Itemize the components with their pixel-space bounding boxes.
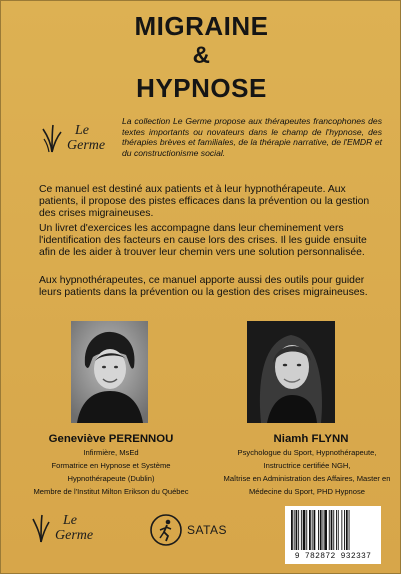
author-name-perennou: Geneviève PERENNOU — [48, 433, 174, 445]
title-ampersand: & — [192, 42, 211, 69]
bio-line: Instructrice certifiée NGH, — [263, 461, 351, 470]
isbn-barcode — [285, 506, 381, 564]
author-photo-perennou — [71, 321, 148, 423]
collection-intro: La collection Le Germe propose aux thérapeutes francophones des textes importants ou novateurs dans le champ de l'hypnose, des thérapies brèves et familiales, de la thérapie narrative, de l'EMDR et du constructionisme social. — [122, 116, 382, 158]
paragraph-3: Aux hypnothérapeutes, ce manuel apporte aussi des outils pour guider leurs patients dans la prévention ou la gestion des crises migraineuses. — [39, 275, 368, 298]
title-line-1: MIGRAINE — [134, 11, 269, 41]
satas-wordmark: SATAS — [187, 523, 228, 537]
running-figure-circle-icon — [149, 513, 183, 547]
logo-germe-bottom: Germe — [55, 528, 94, 544]
barcode-number: 9 782872 932337 — [294, 552, 372, 561]
paragraph-1: Ce manuel est destiné aux patients et à leur hypnothérapeute. Aux patients, il propose des pistes efficaces dans la prévention ou la gestion des crises migraineuses. — [39, 184, 370, 219]
bio-line: Formatrice en Hypnose et Système — [51, 461, 171, 470]
logo-germe: Germe — [67, 138, 106, 154]
logo-le-bottom: Le — [63, 513, 77, 528]
satas-logo — [149, 513, 227, 547]
paragraph-2: Un livret d'exercices les accompagne dans leur cheminement vers l'identification des facteurs en cause lors des crises. Il les guide ensuite afin de les aider à trouver leur chemin vers une solution personnalisée. — [39, 223, 367, 258]
author-bio-flynn — [213, 446, 401, 498]
barcode-bars — [291, 510, 375, 552]
le-germe-wordmark — [67, 123, 105, 154]
bio-line: Médecine du Sport, PHD Hypnose — [248, 487, 366, 496]
bio-line: Psychologue du Sport, Hypnothérapeute, — [237, 448, 377, 457]
bio-line: Hypnothérapeute (Dublin) — [67, 474, 155, 483]
author-name-flynn: Niamh FLYNN — [273, 433, 349, 445]
le-germe-logo-bottom — [31, 513, 93, 544]
grass-sprout-icon — [31, 513, 51, 543]
bio-line: Membre de l'Institut Milton Erikson du Québec — [33, 487, 189, 496]
le-germe-wordmark-bottom — [55, 513, 93, 544]
logo-le: Le — [75, 123, 89, 138]
le-germe-logo — [41, 123, 105, 154]
bio-line: Infirmière, MsEd — [83, 448, 139, 457]
grass-sprout-icon — [41, 123, 63, 153]
title-line-2: HYPNOSE — [136, 73, 267, 103]
author-bio-perennou — [21, 446, 201, 498]
bio-line: Maîtrise en Administration des Affaires, Master en — [223, 474, 391, 483]
author-photo-flynn — [247, 321, 335, 423]
